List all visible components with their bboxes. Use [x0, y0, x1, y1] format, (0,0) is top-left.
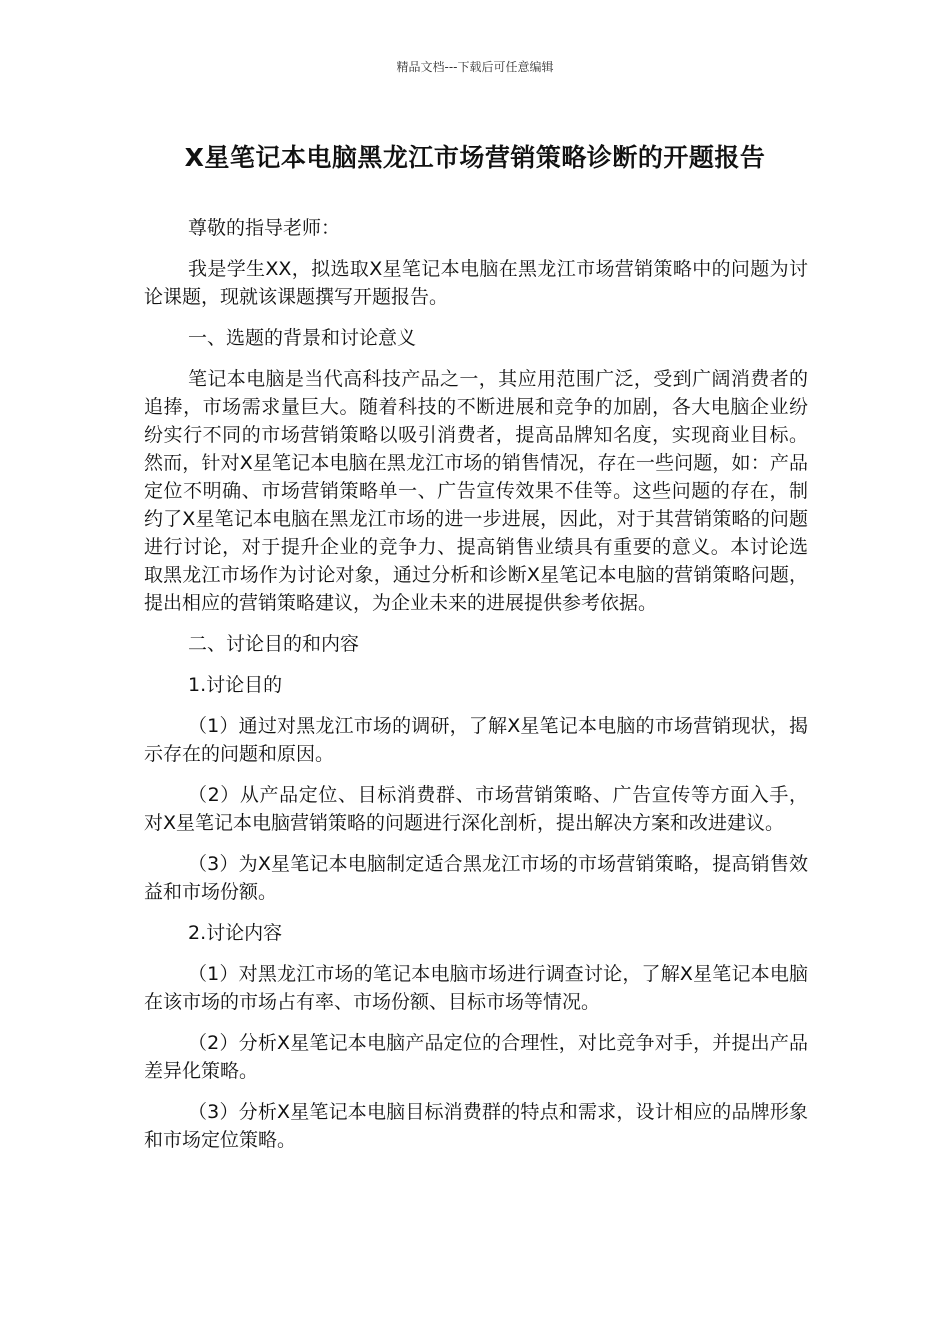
section1-paragraph: 笔记本电脑是当代高科技产品之一，其应用范围广泛，受到广阔消费者的追捧，市场需求量巨大。随着科技的不断进展和竞争的加剧，各大电脑企业纷纷实行不同的市场营销策略以吸引消费者，提高品牌知名度，实现商业目标。然而，针对X星笔记本电脑在黑龙江市场的销售情况，存在一些问题，如：产品定位不明确、市场营销策略单一、广告宣传效果不佳等。这些问题的存在，制约了X星笔记本电脑在黑龙江市场的进一步进展，因此，对于其营销策略的问题进行讨论，对于提升企业的竞争力、提高销售业绩具有重要的意义。本讨论选取黑龙江市场作为讨论对象，通过分析和诊断X星笔记本电脑的营销策略问题，提出相应的营销策略建议，为企业未来的进展提供参考依据。 [144, 368, 808, 614]
purpose-item-1: （1）通过对黑龙江市场的调研，了解X星笔记本电脑的市场营销现状，揭示存在的问题和原因。 [144, 715, 808, 765]
salutation: 尊敬的指导老师： [188, 217, 341, 239]
document-title: X星笔记本电脑黑龙江市场营销策略诊断的开题报告 [184, 143, 766, 172]
content-heading: 2.讨论内容 [188, 922, 283, 944]
content-item-1: （1）对黑龙江市场的笔记本电脑市场进行调查讨论，了解X星笔记本电脑在该市场的市场占有率、市场份额、目标市场等情况。 [144, 963, 808, 1013]
page-header: 精品文档---下载后可任意编辑 [396, 60, 554, 74]
purpose-item-2: （2）从产品定位、目标消费群、市场营销策略、广告宣传等方面入手，对X星笔记本电脑营销策略的问题进行深化剖析，提出解决方案和改进建议。 [144, 784, 808, 834]
section1-heading: 一、选题的背景和讨论意义 [188, 327, 417, 349]
intro-paragraph: 我是学生XX，拟选取X星笔记本电脑在黑龙江市场营销策略中的问题为讨论课题，现就该课题撰写开题报告。 [144, 258, 808, 308]
document-body [144, 214, 808, 1167]
purpose-heading: 1.讨论目的 [188, 674, 283, 696]
purpose-item-3: （3）为X星笔记本电脑制定适合黑龙江市场的市场营销策略，提高销售效益和市场份额。 [144, 853, 808, 903]
section2-heading: 二、讨论目的和内容 [188, 633, 360, 655]
content-item-2: （2）分析X星笔记本电脑产品定位的合理性，对比竞争对手，并提出产品差异化策略。 [144, 1032, 808, 1082]
content-item-3: （3）分析X星笔记本电脑目标消费群的特点和需求，设计相应的品牌形象和市场定位策略。 [144, 1101, 808, 1151]
